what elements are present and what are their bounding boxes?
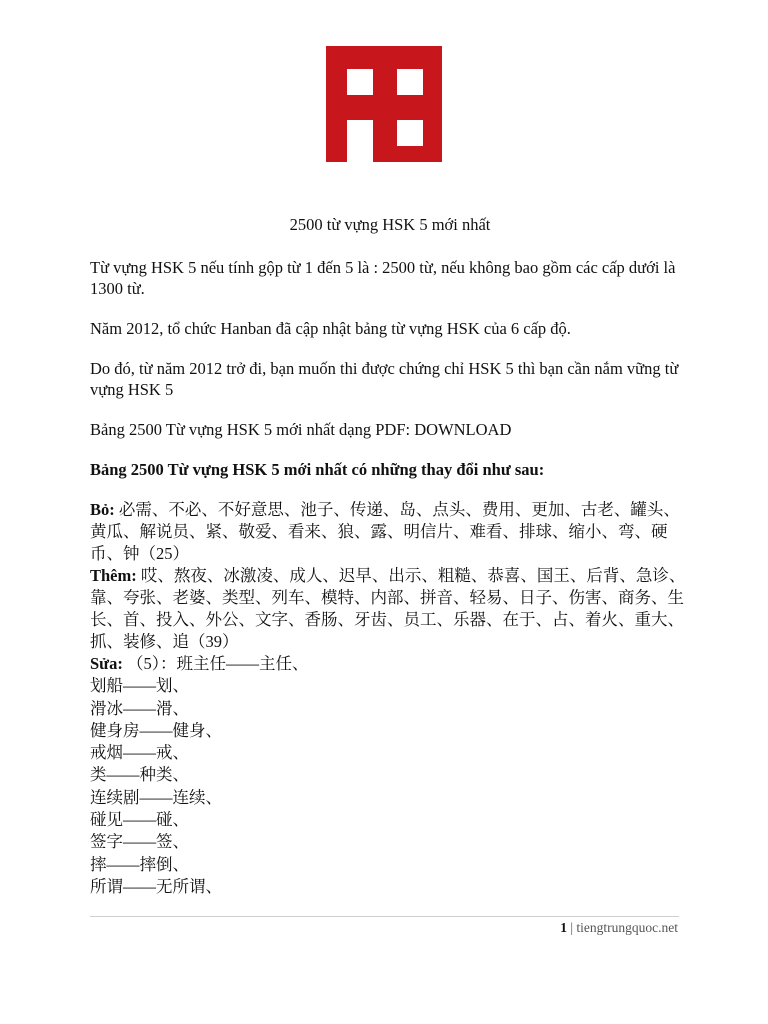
footer-site: tiengtrungquoc.net bbox=[576, 920, 678, 935]
document-body bbox=[90, 213, 690, 898]
changed-words bbox=[90, 653, 690, 898]
changed-line: 连续剧——连续、 bbox=[90, 787, 222, 807]
logo-square bbox=[347, 69, 373, 95]
changed-line: 健身房——健身、 bbox=[90, 720, 222, 740]
logo-square bbox=[397, 120, 423, 146]
paragraph-update: Năm 2012, tổ chức Hanban đã cập nhật bảng từ vựng HSK của 6 cấp độ. bbox=[90, 319, 571, 338]
document-title: 2500 từ vựng HSK 5 mới nhất bbox=[289, 215, 491, 234]
changed-line: 碰见——碰、 bbox=[90, 810, 189, 830]
changed-line: 签字——签、 bbox=[90, 832, 189, 852]
changed-first-line bbox=[90, 653, 690, 675]
logo-stem bbox=[347, 120, 373, 162]
added-list: 哎、熬夜、冰激凌、成人、迟早、出示、粗糙、恭喜、国王、后背、急诊、靠、夸张、老婆、类型、列车、模特、内部、拼音、轻易、日子、伤害、商务、生长、首、投入、外公、文字、香肠、牙齿、员工、乐器、在于、占、着火、重大、抓、装修、追（39） bbox=[90, 566, 686, 651]
page-number: 1 bbox=[560, 920, 567, 935]
changed-line: 划船——划、 bbox=[90, 676, 189, 696]
changed-line: 戒烟——戒、 bbox=[90, 743, 189, 763]
paragraph-download: Bảng 2500 Từ vựng HSK 5 mới nhất dạng PDF: DOWNLOAD bbox=[90, 420, 512, 439]
changed-line: 类——种类、 bbox=[90, 765, 189, 785]
page-footer bbox=[560, 920, 678, 936]
changed-line: 摔——摔倒、 bbox=[90, 854, 189, 874]
paragraph-intro: Từ vựng HSK 5 nếu tính gộp từ 1 đến 5 là : 2500 từ, nếu không bao gồm các cấp dưới là 1300 từ. bbox=[90, 258, 676, 298]
added-words bbox=[90, 565, 690, 653]
changed-line: 滑冰——滑、 bbox=[90, 698, 189, 718]
paragraph-advice: Do đó, từ năm 2012 trở đi, bạn muốn thi được chứng chỉ HSK 5 thì bạn cần nắm vững từ vựng HSK 5 bbox=[90, 359, 679, 399]
removed-words bbox=[90, 499, 690, 565]
removed-label: Bỏ: bbox=[90, 500, 115, 519]
added-label: Thêm: bbox=[90, 566, 137, 585]
changes-heading: Bảng 2500 Từ vựng HSK 5 mới nhất có những thay đổi như sau: bbox=[90, 460, 545, 479]
site-logo bbox=[326, 46, 442, 162]
footer-separator: | bbox=[566, 920, 577, 935]
footer-divider bbox=[90, 916, 679, 917]
changed-line: 所谓——无所谓、 bbox=[90, 876, 222, 896]
changed-first: （5）：班主任——主任、 bbox=[122, 654, 309, 673]
removed-list: 必需、不必、不好意思、池子、传递、岛、点头、费用、更加、古老、罐头、黄瓜、解说员、紧、敬爱、看来、狼、露、明信片、难看、排球、缩小、弯、硬币、钟（25） bbox=[90, 500, 680, 563]
changed-label: Sửa: bbox=[90, 654, 123, 673]
logo-square bbox=[397, 69, 423, 95]
